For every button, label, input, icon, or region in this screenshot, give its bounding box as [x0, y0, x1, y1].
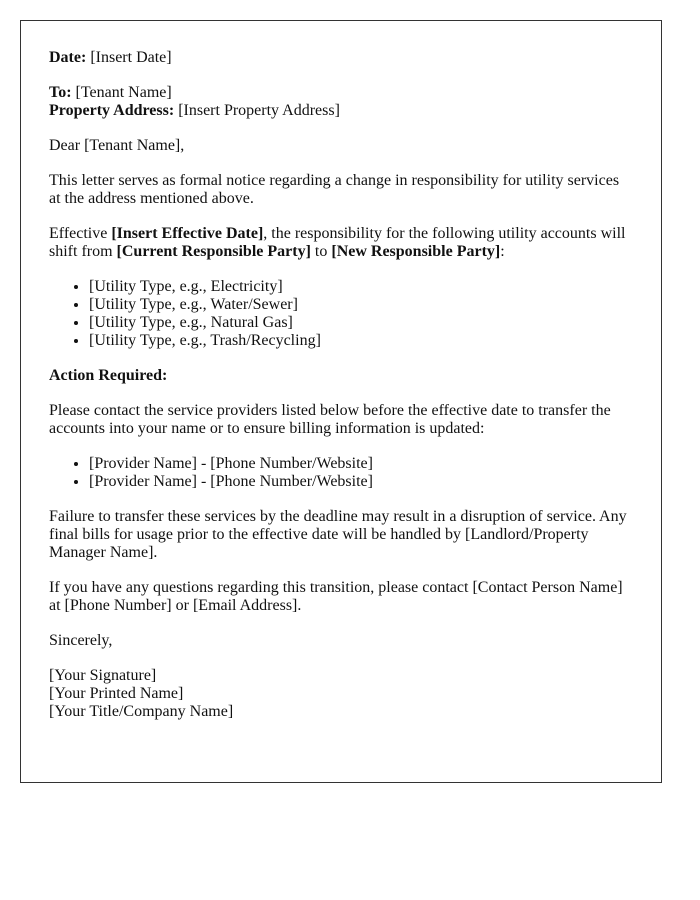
- salutation: Dear [Tenant Name],: [49, 137, 185, 154]
- closing: Sincerely,: [49, 632, 113, 649]
- contact-paragraph: If you have any questions regarding this transition, please contact [Contact Person Name] at [Phone Number] or [Email Address].: [49, 579, 623, 614]
- utility-item: • [Utility Type, e.g., Electricity]: [89, 278, 633, 296]
- failure-paragraph: Failure to transfer these services by the deadline may result in a disruption of service. Any final bills for usage prior to the effective date will be handled by [Landlord/Property Manager Name].: [49, 508, 627, 561]
- to-value: [Tenant Name]: [75, 84, 172, 101]
- action-paragraph: Please contact the service providers listed below before the effective date to transfer the accounts into your name or to ensure billing information is updated:: [49, 402, 611, 437]
- effective-prefix: Effective: [49, 225, 112, 242]
- new-responsible-party: [New Responsible Party]: [331, 243, 501, 260]
- property-address-value: [Insert Property Address]: [178, 102, 340, 119]
- provider-list: [49, 455, 633, 491]
- action-required-label: Action Required:: [49, 367, 168, 384]
- letter-container: [20, 20, 662, 783]
- utility-item: • [Utility Type, e.g., Water/Sewer]: [89, 296, 633, 314]
- property-address-label: Property Address:: [49, 102, 175, 119]
- utility-item: • [Utility Type, e.g., Trash/Recycling]: [89, 332, 633, 350]
- signature-block: [49, 667, 633, 721]
- date-label: Date:: [49, 49, 87, 66]
- provider-item: • [Provider Name] - [Phone Number/Website]: [89, 455, 633, 473]
- signature-line: [Your Signature]: [49, 667, 157, 684]
- to-label: To:: [49, 84, 72, 101]
- recipient-block: [49, 84, 633, 120]
- current-responsible-party: [Current Responsible Party]: [116, 243, 311, 260]
- printed-name-line: [Your Printed Name]: [49, 685, 184, 702]
- action-required-heading: [49, 367, 633, 385]
- effective-to: to: [310, 243, 332, 260]
- title-company-line: [Your Title/Company Name]: [49, 703, 234, 720]
- provider-item: • [Provider Name] - [Phone Number/Website]: [89, 473, 633, 491]
- date-line: [49, 49, 633, 67]
- utility-list: [49, 278, 633, 350]
- effective-middle: , the responsibility for the following utility accounts will shift from: [49, 225, 626, 260]
- effective-suffix: :: [500, 243, 505, 260]
- intro-paragraph: This letter serves as formal notice regarding a change in responsibility for utility services at the address mentioned above.: [49, 172, 620, 207]
- date-value: [Insert Date]: [90, 49, 172, 66]
- effective-paragraph: [49, 225, 633, 261]
- effective-date: [Insert Effective Date]: [111, 225, 264, 242]
- utility-item: • [Utility Type, e.g., Natural Gas]: [89, 314, 633, 332]
